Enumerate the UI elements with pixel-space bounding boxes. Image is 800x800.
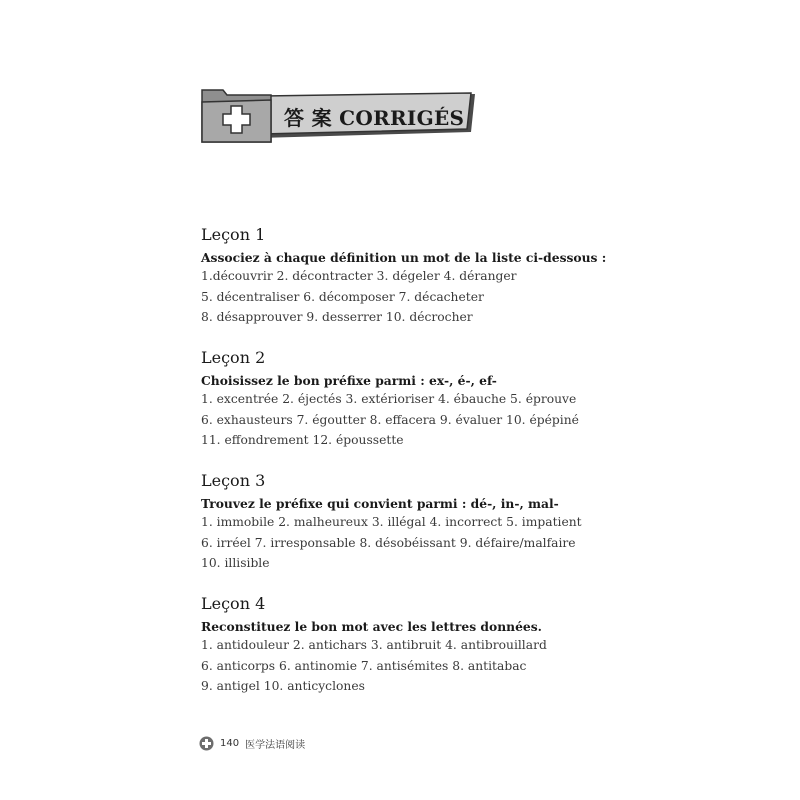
answer-line: 1. immobile 2. malheureux 3. illégal 4. incorrect 5. impatient xyxy=(201,515,582,529)
answer-line: 6. exhausteurs 7. égoutter 8. effacera 9. évaluer 10. épépiné xyxy=(201,412,579,427)
lesson-section xyxy=(201,347,621,451)
answer-line: 9. antigel 10. anticyclones xyxy=(201,679,365,693)
lesson-instruction: Choisissez le bon préfixe parmi : ex-, é-, ef- xyxy=(201,373,497,388)
medical-cross-icon xyxy=(199,736,214,751)
lesson-title: Leçon 1 xyxy=(201,225,266,244)
page-footer xyxy=(199,735,305,751)
answer-line: 6. irréel 7. irresponsable 8. désobéissant 9. défaire/malfaire xyxy=(201,535,576,550)
lesson-section xyxy=(201,224,621,328)
answer-line: 6. anticorps 6. antinomie 7. antisémites 8. antitabac xyxy=(201,658,527,673)
answer-line: 10. illisible xyxy=(201,556,270,570)
lesson-section xyxy=(201,593,621,697)
lesson-instruction: Associez à chaque définition un mot de la liste ci-dessous : xyxy=(201,250,607,265)
page-title: 答 案 CORRIGÉS xyxy=(284,106,465,130)
answer-line: 5. décentraliser 6. décomposer 7. décacheter xyxy=(201,289,484,304)
answer-line: 1. excentrée 2. éjectés 3. extérioriser 4. ébauche 5. éprouve xyxy=(201,392,577,406)
lesson-section xyxy=(201,470,621,574)
lesson-title: Leçon 4 xyxy=(201,594,266,613)
answer-line: 8. désapprouver 9. desserrer 10. décrocher xyxy=(201,310,473,324)
book-title: 医学法语阅读 xyxy=(245,739,306,751)
page-number: 140 xyxy=(220,737,240,749)
lesson-instruction: Reconstituez le bon mot avec les lettres données. xyxy=(201,619,542,634)
answer-line: 11. effondrement 12. époussette xyxy=(201,433,404,447)
lesson-title: Leçon 2 xyxy=(201,348,266,367)
answer-line: 1.découvrir 2. décontracter 3. dégeler 4. déranger xyxy=(201,269,517,283)
answer-line: 1. antidouleur 2. antichars 3. antibruit 4. antibrouillard xyxy=(201,638,547,652)
lesson-instruction: Trouvez le préfixe qui convient parmi : dé-, in-, mal- xyxy=(201,496,559,511)
lesson-title: Leçon 3 xyxy=(201,471,266,490)
medical-cross-folder-icon xyxy=(202,90,271,142)
